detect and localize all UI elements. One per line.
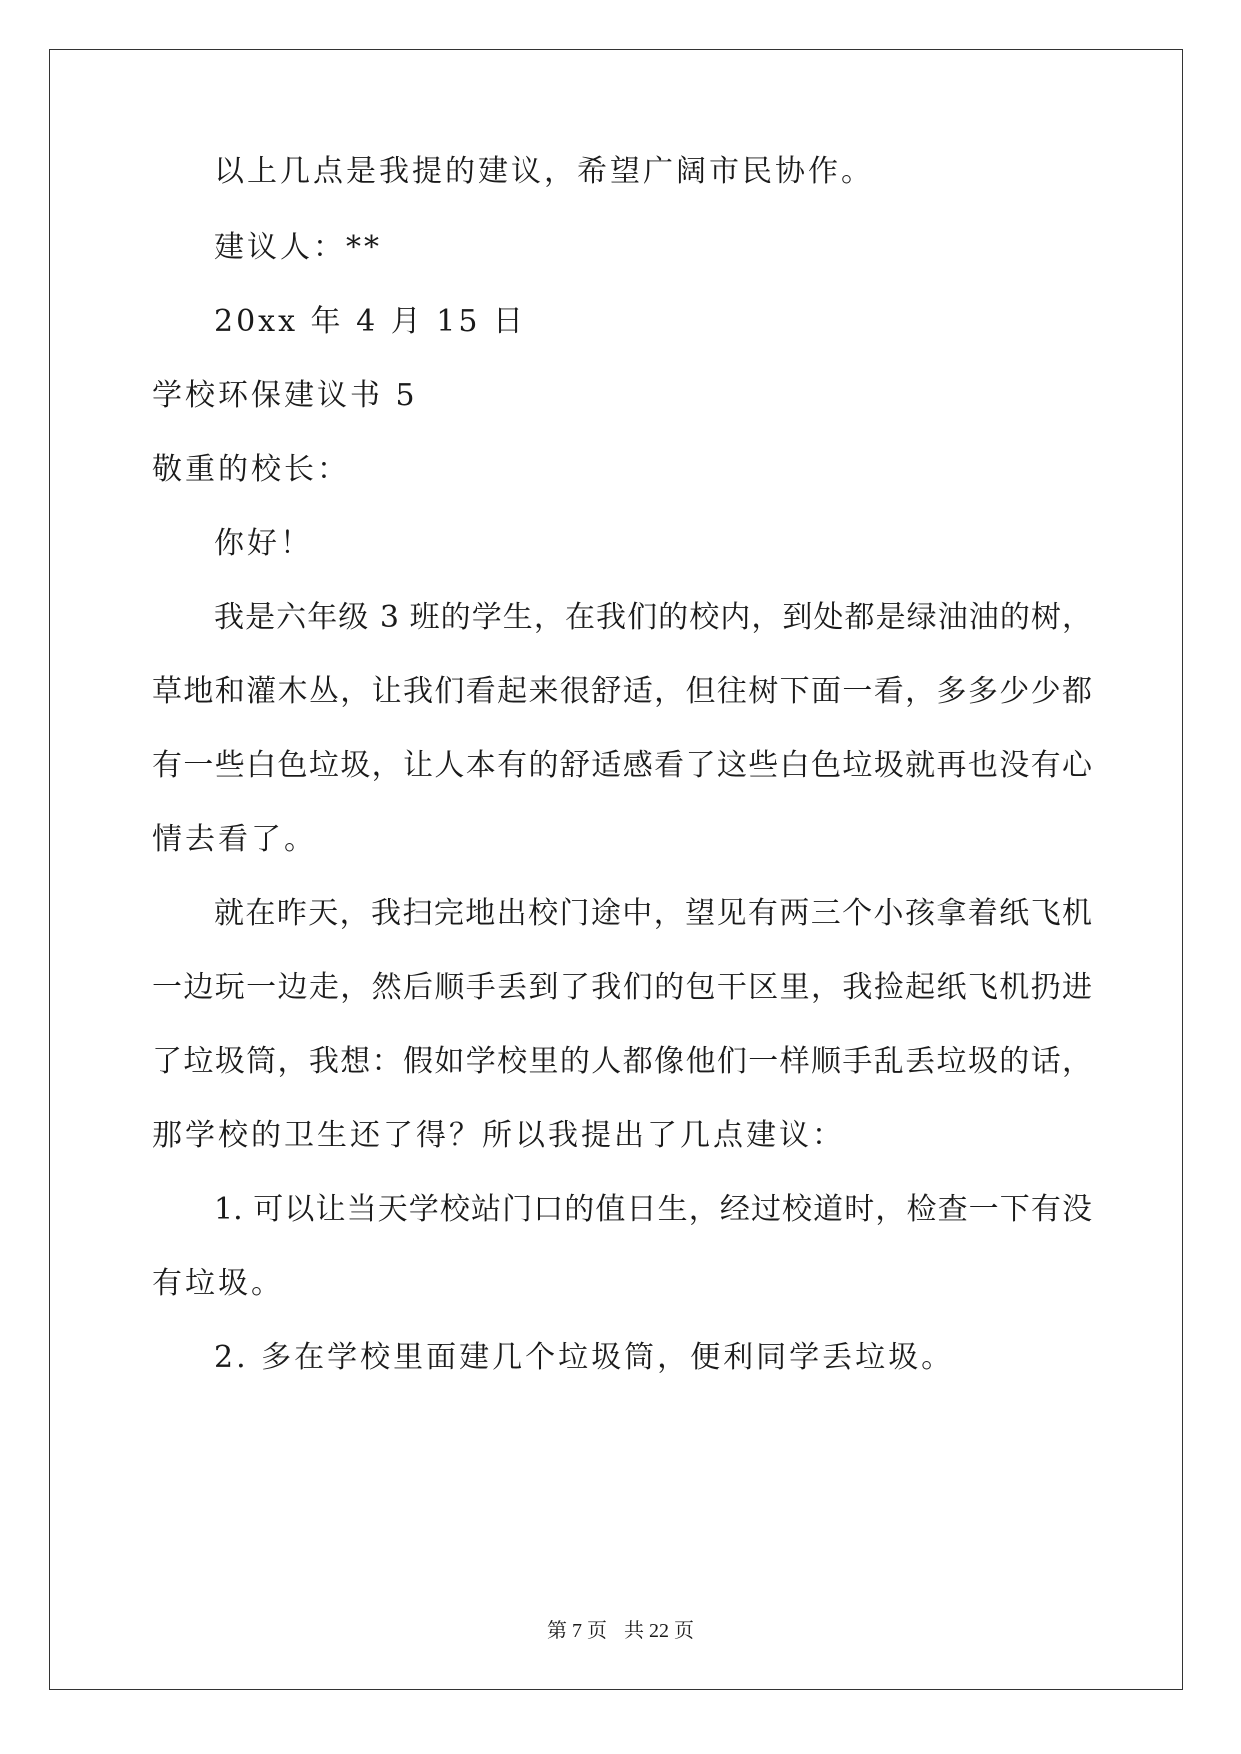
list-item: 1. 可以让当天学校站门口的值日生，经过校道时，检查一下有没 xyxy=(214,1192,1092,1227)
paragraph-line: 我是六年级 3 班的学生，在我们的校内，到处都是绿油油的树， xyxy=(214,600,1092,635)
section-title: 学校环保建议书 5 xyxy=(152,378,418,413)
list-item: 2. 多在学校里面建几个垃圾筒，便利同学丢垃圾。 xyxy=(214,1340,955,1375)
paragraph-line: 有一些白色垃圾，让人本有的舒适感看了这些白色垃圾就再也没有心 xyxy=(152,748,1092,783)
page-total: 共 22 页 xyxy=(624,1620,694,1642)
paragraph-line: 那学校的卫生还了得？所以我提出了几点建议： xyxy=(152,1118,845,1153)
salutation: 敬重的校长： xyxy=(152,452,350,487)
paragraph-line: 了垃圾筒，我想：假如学校里的人都像他们一样顺手乱丢垃圾的话， xyxy=(152,1044,1092,1079)
paragraph-closing: 以上几点是我提的建议，希望广阔市民协作。 xyxy=(214,154,874,189)
signature-line: 建议人：** xyxy=(214,230,382,265)
paragraph-line: 一边玩一边走，然后顺手丢到了我们的包干区里，我捡起纸飞机扔进 xyxy=(152,970,1092,1005)
page-footer xyxy=(0,1618,1241,1644)
date-line: 20xx 年 4 月 15 日 xyxy=(214,304,526,339)
page-border xyxy=(49,49,1183,1690)
page-number: 第 7 页 xyxy=(547,1620,607,1642)
paragraph-line: 草地和灌木丛，让我们看起来很舒适，但往树下面一看，多多少少都 xyxy=(152,674,1092,709)
paragraph-line: 就在昨天，我扫完地出校门途中，望见有两三个小孩拿着纸飞机 xyxy=(214,896,1092,931)
list-item-continuation: 有垃圾。 xyxy=(152,1266,284,1301)
paragraph-line: 情去看了。 xyxy=(152,822,317,857)
greeting: 你好！ xyxy=(214,526,313,561)
